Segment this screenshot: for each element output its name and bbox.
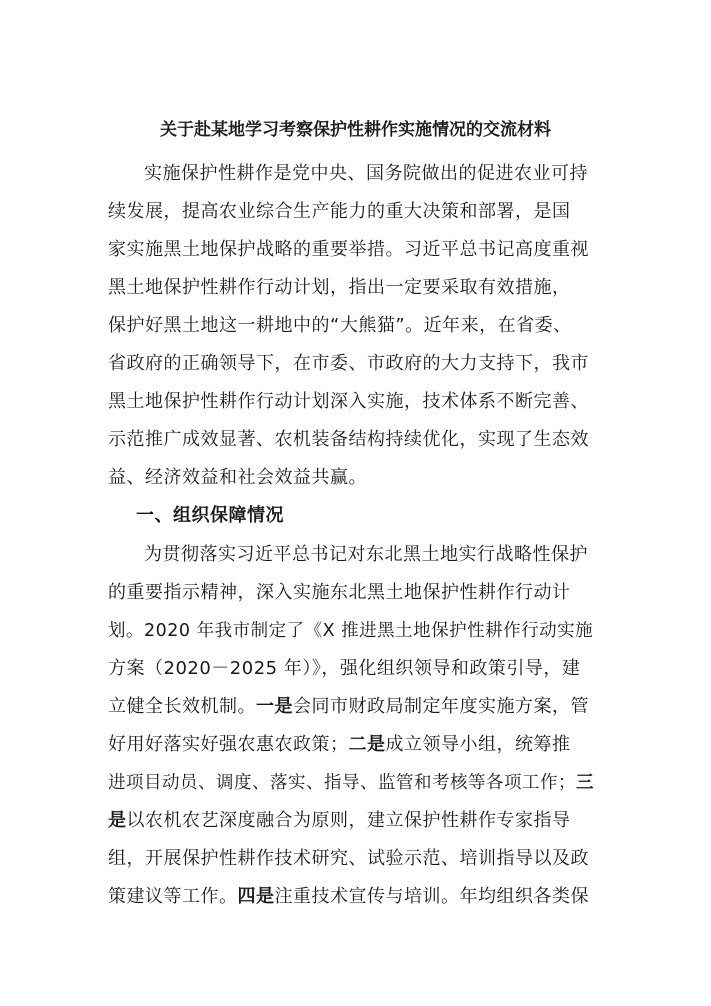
section-1-line-4: 方案（2020－2025 年）》，强化组织领导和政策引导，建 [108,658,581,679]
section-1-line-1: 为贯彻落实习近平总书记对东北黑土地实行战略性保护 [144,544,588,565]
text-run: 立健全长效机制。 [108,696,256,717]
intro-line-8: 示范推广成效显著、农机装备结构持续优化，实现了生态效 [108,429,589,450]
section-1-line-7 [108,771,603,795]
text-run: 注重技术宣传与培训。年均组织各类保 [274,886,589,907]
intro-line-5: 保护好黑土地这一耕地中的“大熊猫”。近年来，在省委、 [108,315,572,336]
intro-line-1: 实施保护性耕作是党中央、国务院做出的促进农业可持 [144,163,588,184]
emphasis-marker-three-end: 是 [108,810,127,831]
section-1-line-10 [108,885,603,909]
text-run: 策建议等工作。 [108,886,238,907]
intro-line-7: 黑土地保护性耕作行动计划深入实施，技术体系不断完善、 [108,391,589,412]
text-run: 成立领导小组，统筹推 [385,734,571,755]
text-run: 进项目动员、调度、落实、指导、监管和考核等各项工作； [108,773,576,793]
section-1-heading: 一、组织保障情况 [136,505,284,526]
text-run: 以农机农艺深度融合为原则，建立保护性耕作专家指导 [126,810,571,831]
document-title: 关于赴某地学习考察保护性耕作实施情况的交流材料 [160,120,551,140]
intro-line-3: 家实施黑土地保护战略的重要举措。习近平总书记高度重视 [108,239,589,260]
intro-line-6: 省政府的正确领导下，在市委、市政府的大力支持下，我市 [108,353,589,374]
text-run: 会同市财政局制定年度实施方案，管 [293,696,589,717]
section-1-line-2: 的重要指示精神，深入实施东北黑土地保护性耕作行动计 [108,582,571,603]
intro-line-4: 黑土地保护性耕作行动计划，指出一定要采取有效措施， [108,277,571,298]
section-1-line-8 [108,809,603,833]
intro-line-2: 续发展，提高农业综合生产能力的重大决策和部署，是国 [108,201,571,222]
text-run: 好用好落实好强农惠农政策； [108,734,349,755]
emphasis-marker-three-start: 三 [576,773,594,793]
section-1-line-5 [108,695,603,719]
section-1-line-3: 划。2020 年我市制定了《X 推进黑土地保护性耕作行动实施 [108,621,594,641]
emphasis-marker-one: 一是 [256,696,293,717]
section-1-line-9: 组，开展保护性耕作技术研究、试验示范、培训指导以及政 [108,848,589,869]
emphasis-marker-four: 四是 [237,886,275,907]
emphasis-marker-two: 二是 [348,734,386,755]
intro-line-9: 益、经济效益和社会效益共赢。 [108,467,367,488]
section-1-line-6 [108,733,603,757]
